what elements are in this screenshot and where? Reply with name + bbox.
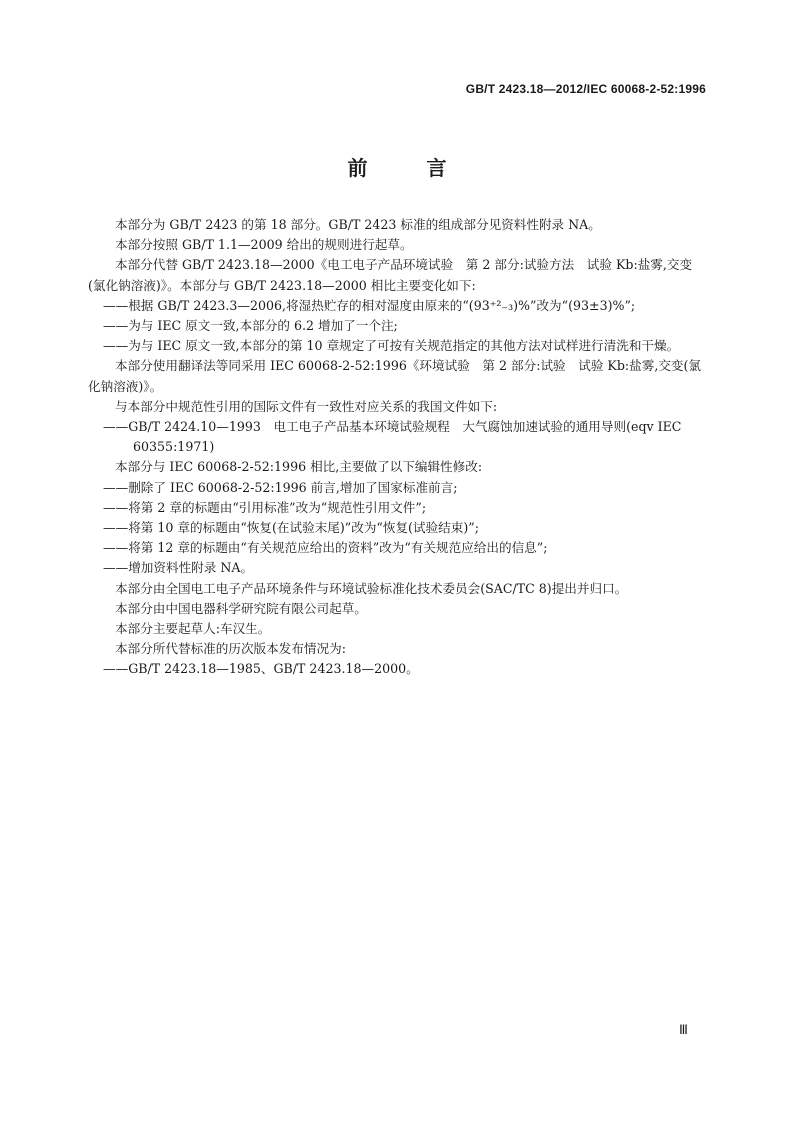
paragraph: 本部分代替 GB/T 2423.18—2000《电工电子产品环境试验 第 2 部分:试验方法 试验 Kb:盐雾,交变(氯化钠溶液)》。本部分与 GB/T 2423.18—2000 相比主要变化如下:	[88, 257, 693, 293]
list-item: ——GB/T 2423.18—1985、GB/T 2423.18—2000。	[103, 661, 419, 677]
paragraph: 本部分按照 GB/T 1.1—2009 给出的规则进行起草。	[115, 237, 413, 253]
list-item: ——删除了 IEC 60068-2-52:1996 前言,增加了国家标准前言;	[103, 479, 458, 495]
list-item: ——将第 2 章的标题由“引用标准”改为“规范性引用文件”;	[103, 499, 427, 515]
paragraph: 本部分由中国电器科学研究院有限公司起草。	[115, 600, 367, 616]
list-item: ——根据 GB/T 2423.3—2006,将湿热贮存的相对湿度由原来的“(93⁺²₋₃)%”改为“(93±3)%”;	[103, 297, 636, 313]
paragraph: 本部分所代替标准的历次版本发布情况为:	[115, 641, 346, 657]
list-item: ——为与 IEC 原文一致,本部分的 6.2 增加了一个注;	[103, 318, 398, 334]
paragraph: 本部分主要起草人:车汉生。	[115, 621, 271, 637]
list-item: ——将第 10 章的标题由“恢复(在试验末尾)”改为“恢复(试验结束)”;	[103, 520, 479, 536]
list-item: ——将第 12 章的标题由“有关规范应给出的资料”改为“有关规范应给出的信息”;	[103, 540, 548, 556]
page-number: Ⅲ	[679, 1022, 688, 1037]
list-item: ——为与 IEC 原文一致,本部分的第 10 章规定了可按有关规范指定的其他方法对试样进行清洗和干燥。	[103, 338, 680, 354]
standard-code: GB/T 2423.18—2012/IEC 60068-2-52:1996	[465, 82, 706, 96]
foreword-body	[88, 215, 708, 680]
list-item: ——GB/T 2424.10—1993 电工电子产品基本环境试验规程 大气腐蚀加速试验的通用导则(eqv IEC 60355:1971)	[103, 419, 682, 455]
page-title: 前 言	[347, 156, 473, 180]
paragraph: 本部分由全国电工电子产品环境条件与环境试验标准化技术委员会(SAC/TC 8)提出并归口。	[115, 580, 628, 596]
list-item: ——增加资料性附录 NA。	[103, 560, 254, 576]
paragraph: 本部分与 IEC 60068-2-52:1996 相比,主要做了以下编辑性修改:	[115, 459, 483, 475]
paragraph: 与本部分中规范性引用的国际文件有一致性对应关系的我国文件如下:	[115, 398, 498, 414]
paragraph: 本部分使用翻译法等同采用 IEC 60068-2-52:1996《环境试验 第 2 部分:试验 试验 Kb:盐雾,交变(氯化钠溶液)》。	[88, 358, 702, 394]
paragraph: 本部分为 GB/T 2423 的第 18 部分。GB/T 2423 标准的组成部分见资料性附录 NA。	[115, 217, 601, 232]
